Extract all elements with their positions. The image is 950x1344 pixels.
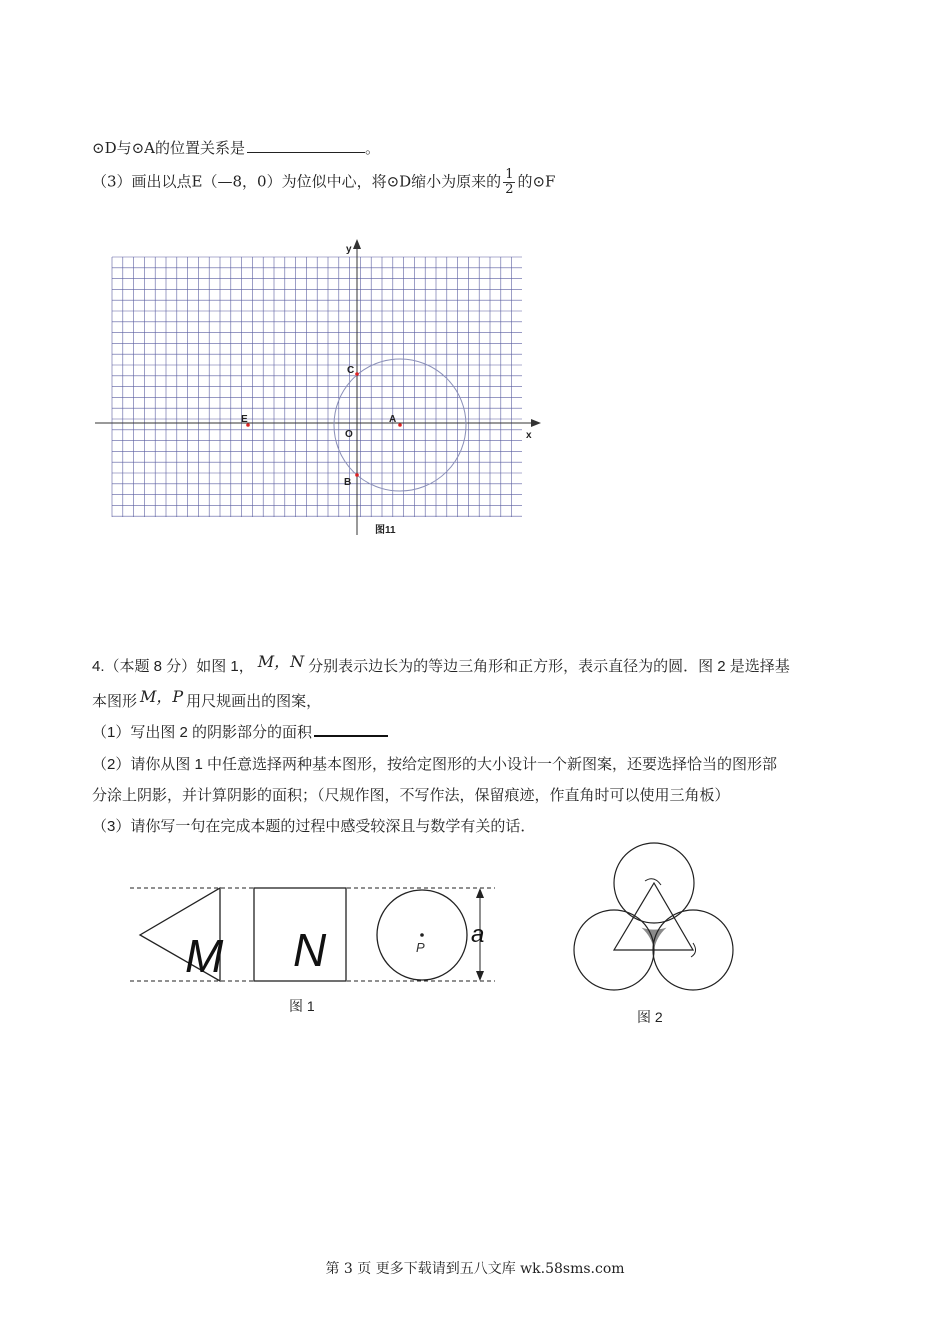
point-c-label: C: [347, 365, 355, 376]
grid-lines: [112, 257, 522, 517]
coordinate-grid-figure: [95, 235, 555, 545]
one-half-fraction: [503, 168, 515, 197]
point-c-dot: [355, 372, 359, 376]
fraction-numerator: 1: [505, 167, 514, 182]
point-b-label: B: [344, 477, 352, 488]
dimension-arrow-up-icon: [476, 888, 484, 898]
circle-f-label: 的⊙F: [517, 172, 556, 191]
q4-sub2-line-b: 分涂上阴影，并计算阴影的面积；（尺规作图，不写作法，保留痕迹，作直角时可以使用三角板）: [92, 787, 730, 804]
q4-sub2-line-a: （2）请你从图 1 中任意选择两种基本图形，按给定图形的大小设计一个新图案，还要选择恰当的图形部: [92, 756, 778, 773]
homothety-question-line: [92, 168, 555, 197]
y-axis-arrow-icon: [353, 239, 361, 249]
figure-11-caption: 图11: [375, 525, 396, 536]
fraction-denominator: 2: [505, 182, 514, 197]
figure-1-caption: 图 1: [289, 998, 315, 1014]
q4-sub3-line: （3）请你写一句在完成本题的过程中感受较深且与数学有关的话．: [92, 818, 536, 835]
q4-intro-line-2: [92, 688, 321, 711]
answer-blank: [247, 138, 365, 153]
q4-intro-line: [92, 653, 790, 676]
point-e-label: E: [241, 414, 248, 425]
y-axis-label: y: [346, 244, 352, 255]
x-axis-arrow-icon: [531, 419, 541, 427]
page-footer: 第 3 页 更多下载请到五八文库 wk.58sms.com: [325, 1261, 625, 1277]
relation-question-line: [92, 137, 380, 158]
q4-intro-text-a: 4.（本题 8 分）如图 1，: [92, 658, 254, 675]
figure-2: [565, 835, 745, 1035]
q4-line2-text-b: 用尺规画出的图案，: [186, 693, 322, 710]
point-a-label: A: [389, 414, 397, 425]
label-n: N: [293, 924, 327, 976]
x-axis-label: x: [526, 430, 532, 441]
q4-sub1-text: （1）写出图 2 的阴影部分的面积: [92, 724, 313, 741]
q4-sub1-line: [92, 721, 388, 742]
homothety-question-text: （3）画出以点E（—8，0）为位似中心，将⊙D缩小为原来的: [92, 172, 502, 191]
origin-label: O: [345, 429, 353, 440]
label-p: P: [416, 940, 425, 955]
area-answer-blank: [314, 721, 388, 737]
relation-question-text: ⊙D与⊙A的位置关系是: [92, 139, 245, 157]
period-mark: 。: [365, 139, 381, 157]
dimension-arrow-down-icon: [476, 971, 484, 981]
q4-intro-text-b: 分别表示边长为的等边三角形和正方形，表示直径为的圆．图 2 是选择基: [308, 658, 790, 675]
q4-line2-text-a: 本图形: [92, 693, 138, 710]
label-a: a: [471, 921, 485, 948]
figure-1: [125, 880, 505, 1020]
point-a-dot: [398, 423, 402, 427]
figure-2-caption: 图 2: [637, 1009, 663, 1025]
point-b-dot: [355, 473, 359, 477]
label-m: M: [185, 930, 224, 982]
q4-line2-variables: M，P: [140, 687, 184, 706]
q4-intro-variables: M，N: [257, 652, 305, 671]
circle-center-dot: [420, 933, 424, 937]
